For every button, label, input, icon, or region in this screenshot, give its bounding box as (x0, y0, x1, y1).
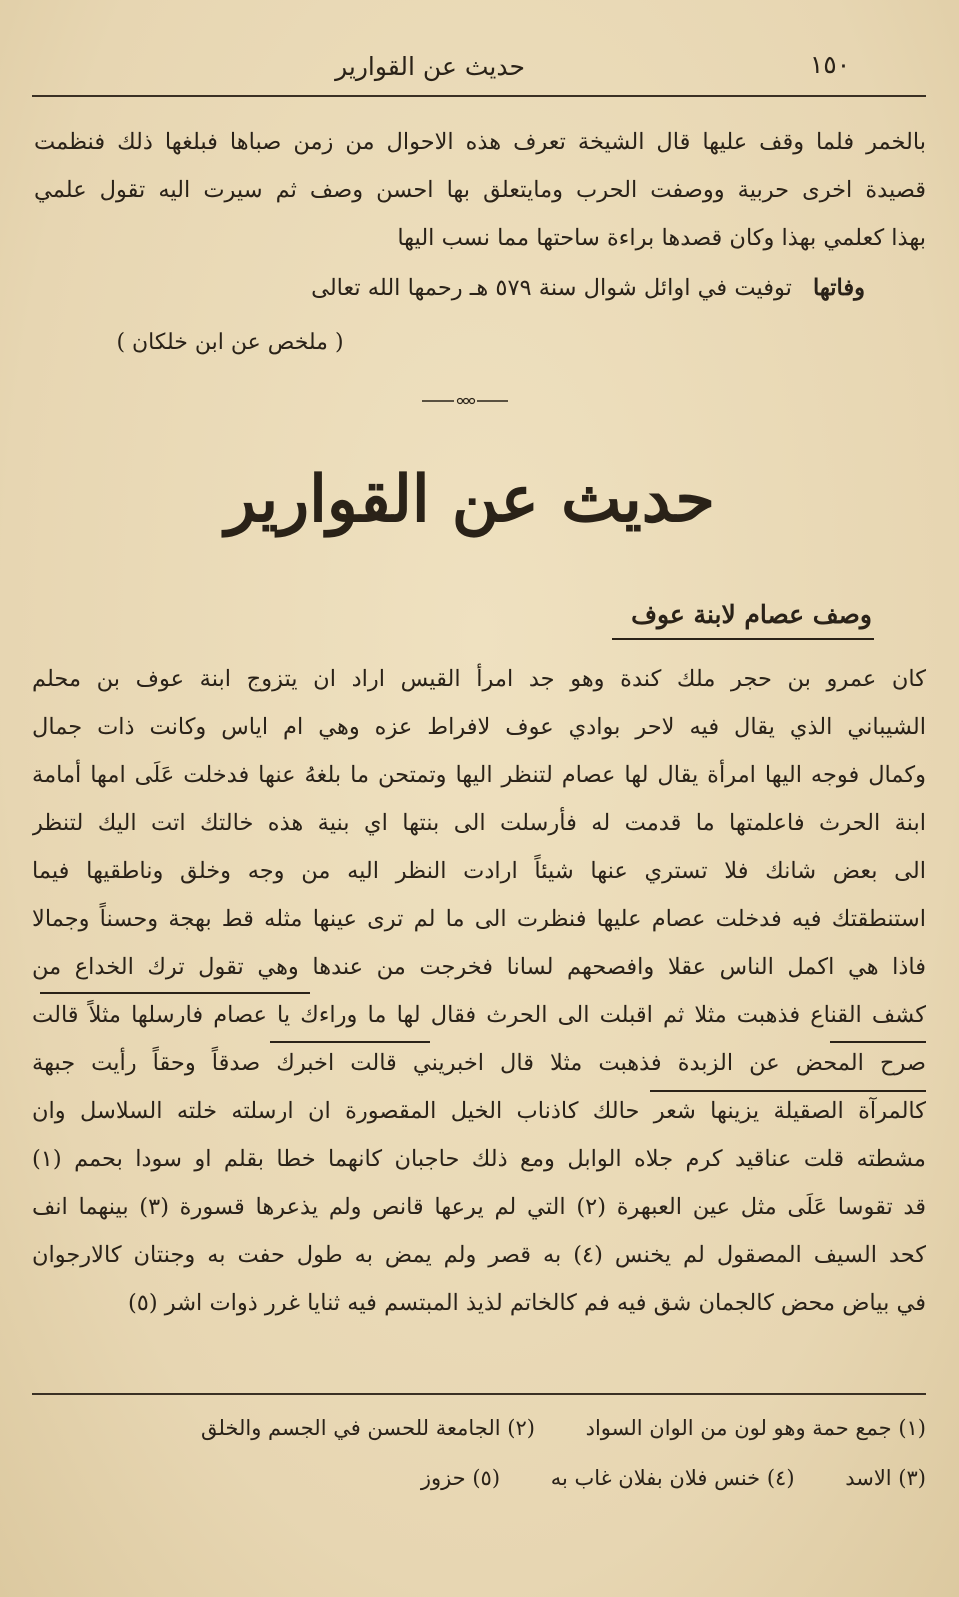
header-rule (32, 95, 926, 97)
text-line: فاذا هي اكمل الناس عقلا وافصحهم لسانا فخرجت من عندها وهي تقول ترك الخداع من (32, 954, 926, 980)
text-line: كشف القناع فذهبت مثلا ثم اقبلت الى الحرث فقال لها ما وراءك يا عصام فارسلها مثلاً قالت (32, 1002, 926, 1028)
text-line: ابنة الحرث فاعلمتها ما قدمت له فأرسلت الى بنتها اي بنية هذه خالتك اتت اليك لتنظر (32, 810, 926, 836)
death-text: توفيت في اوائل شوال سنة ٥٧٩ هـ رحمها الله تعالى (311, 275, 792, 301)
footnote: (٣) الاسد (845, 1466, 926, 1490)
text-line: الشيباني الذي يقال فيه لاحر بوادي عوف لافراط عزه وهي ام اياس وكانت ذات جمال (32, 714, 926, 740)
footnote: (٥) حزوز (420, 1466, 501, 1490)
text-line: قصيدة اخرى حربية ووصفت الحرب ومايتعلق بها احسن وصف ثم سيرت اليه تقول علمي (34, 177, 926, 203)
article-body (32, 655, 926, 1327)
intro-paragraph (34, 118, 926, 262)
text-line: وكمال فوجه اليها امرأة يقال لها عصام لتنظر اليها وتمتحن ما بلغهُ عنها فدخلت عَلَى امها أمامة (32, 762, 926, 788)
quote-underline (830, 1041, 926, 1043)
source-note: ( ملخص عن ابن خلكان ) (116, 330, 344, 355)
quote-underline (270, 1041, 430, 1043)
article-subtitle: وصف عصام لابنة عوف (631, 600, 872, 629)
footnotes (36, 1408, 926, 1508)
footnote: (٤) خنس فلان بفلان غاب به (550, 1466, 795, 1490)
quote-underline (650, 1090, 926, 1092)
text-line: مشطته قلت عناقيد كرم جلاه الوابل ومع ذلك حاجبان كانهما خطا بقلم او سودا بحمم (١) (32, 1146, 926, 1172)
footnote: (١) جمع حمة وهو لون من الوان السواد (585, 1416, 926, 1440)
death-note (220, 275, 865, 301)
footnote-rule (32, 1393, 926, 1395)
running-header-title: حديث عن القوارير (335, 52, 525, 81)
text-line: كالمرآة الصقيلة يزينها شعر حالك كاذناب الخيل المقصورة ان ارسلته خلته السلاسل وان (32, 1098, 926, 1124)
death-label: وفاتها (813, 275, 865, 301)
text-line: بالخمر فلما وقف عليها قال الشيخة تعرف هذه الاحوال من زمن صباها فبلغها ذلك فنظمت (34, 129, 926, 155)
text-line: كان عمرو بن حجر ملك كندة وهو جد امرأ القيس اراد ان يتزوج ابنة عوف بن محلم (32, 666, 926, 692)
text-line: استنطقتك فيه فدخلت عصام عليها فنظرت الى ما لم ترى عينها مثله قط بهجة وحسناً وجمالا (32, 906, 926, 932)
text-line: كحد السيف المصقول لم يخنس (٤) به قصر ولم يمض به طول حفت به وجنتان كالارجوان (32, 1242, 926, 1268)
text-line: صرح المحض عن الزبدة فذهبت مثلا قال اخبريني قالت اخبرك صدقاً وحقاً رأيت جبهة (32, 1050, 926, 1076)
text-line: بهذا كعلمي بهذا وكان قصدها براءة ساحتها مما نسب اليها (397, 225, 926, 251)
text-line: قد تقوسا عَلَى مثل عين العبهرة (٢) التي لم يرعها قانص ولم يذعرها قسورة (٣) بينهما انف (32, 1194, 926, 1220)
footnote-row (36, 1458, 926, 1498)
footnote: (٢) الجامعة للحسن في الجسم والخلق (200, 1416, 535, 1440)
subtitle-underline (612, 638, 874, 640)
text-line: في بياض محض كالجمان شق فيه فم كالخاتم لذيذ المبتسم فيه ثنايا غرر ذوات اشر (٥) (127, 1290, 926, 1316)
quote-underline (40, 992, 310, 994)
article-title: حديث عن القوارير (225, 462, 715, 537)
ornament-divider (420, 394, 510, 408)
footnote-row (36, 1408, 926, 1448)
text-line: الى بعض شانك فلا تستري عنها شيئاً ارادت النظر اليه من وجه وخلق وناطقيها فيما (32, 858, 926, 884)
page-number: ١٥٠ (809, 50, 851, 79)
